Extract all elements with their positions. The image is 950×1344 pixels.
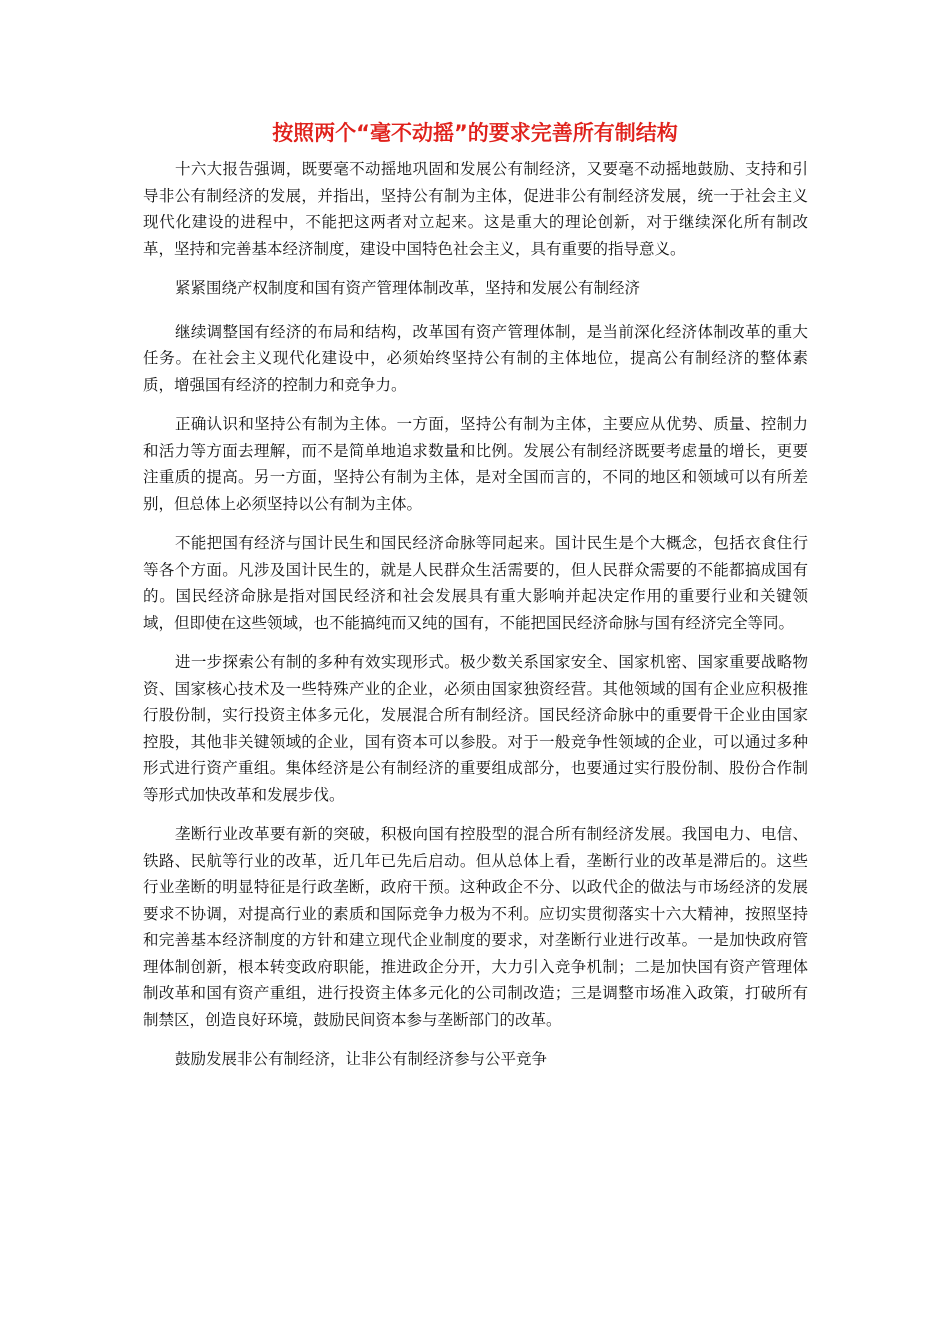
document-body [143,156,808,1090]
paragraph-state-economy-layout: 继续调整国有经济的布局和结构，改革国有资产管理体制，是当前深化经济体制改革的重大任务。在社会主义现代化建设中，必须始终坚持公有制的主体地位，提高公有制经济的整体素质，增强国有经济的控制力和竞争力。 [143,322,808,394]
section-heading-public-ownership: 紧紧围绕产权制度和国有资产管理体制改革，坚持和发展公有制经济 [175,279,641,297]
section-heading-non-public-economy: 鼓励发展非公有制经济，让非公有制经济参与公平竞争 [175,1050,548,1068]
paragraph-monopoly-reform: 垄断行业改革要有新的突破，积极向国有控股型的混合所有制经济发展。我国电力、电信、铁路、民航等行业的改革，近几年已先后启动。但从总体上看，垄断行业的改革是滞后的。这些行业垄断的明显特征是行政垄断，政府干预。这种政企不分、以政代企的做法与市场经济的发展要求不协调，对提高行业的素质和国际竞争力极为不利。应切实贯彻落实十六大精神，按照坚持和完善基本经济制度的方针和建立现代企业制度的要求，对垄断行业进行改革。一是加快政府管理体制创新，根本转变政府职能，推进政企分开，大力引入竞争机制；二是加快国有资产管理体制改革和国有资产重组，进行投资主体多元化的公司制改造；三是调整市场准入政策，打破所有制禁区，创造良好环境，鼓励民间资本参与垄断部门的改革。 [143,825,808,1029]
paragraph-national-economy-lifeline: 不能把国有经济与国计民生和国民经济命脉等同起来。国计民生是个大概念，包括衣食住行等各个方面。凡涉及国计民生的，就是人民群众生活需要的，但人民群众需要的不能都搞成国有的。国民经济命脉是指对国民经济和社会发展具有重大影响并起决定作用的重要行业和关键领域，但即使在这些领域，也不能搞纯而又纯的国有，不能把国民经济命脉与国有经济完全等同。 [143,534,808,632]
paragraph-realization-forms: 进一步探索公有制的多种有效实现形式。极少数关系国家安全、国家机密、国家重要战略物资、国家核心技术及一些特殊产业的企业，必须由国家独资经营。其他领域的国有企业应积极推行股份制，实行投资主体多元化，发展混合所有制经济。国民经济命脉中的重要骨干企业由国家控股，其他非关键领域的企业，国有资本可以参股。对于一般竞争性领域的企业，可以通过多种形式进行资产重组。集体经济是公有制经济的重要组成部分，也要通过实行股份制、股份合作制等形式加快改革和发展步伐。 [143,653,808,804]
paragraph-public-ownership-dominance: 正确认识和坚持公有制为主体。一方面，坚持公有制为主体，主要应从优势、质量、控制力和活力等方面去理解，而不是简单地追求数量和比例。发展公有制经济既要考虑量的增长，更要注重质的提高。另一方面，坚持公有制为主体，是对全国而言的，不同的地区和领域可以有所差别，但总体上必须坚持以公有制为主体。 [143,415,808,513]
document-title: 按照两个“毫不动摇”的要求完善所有制结构 [272,121,678,145]
paragraph-intro: 十六大报告强调，既要毫不动摇地巩固和发展公有制经济，又要毫不动摇地鼓励、支持和引导非公有制经济的发展，并指出，坚持公有制为主体，促进非公有制经济发展，统一于社会主义现代化建设的进程中，不能把这两者对立起来。这是重大的理论创新，对于继续深化所有制改革，坚持和完善基本经济制度，建设中国特色社会主义，具有重要的指导意义。 [143,160,808,258]
